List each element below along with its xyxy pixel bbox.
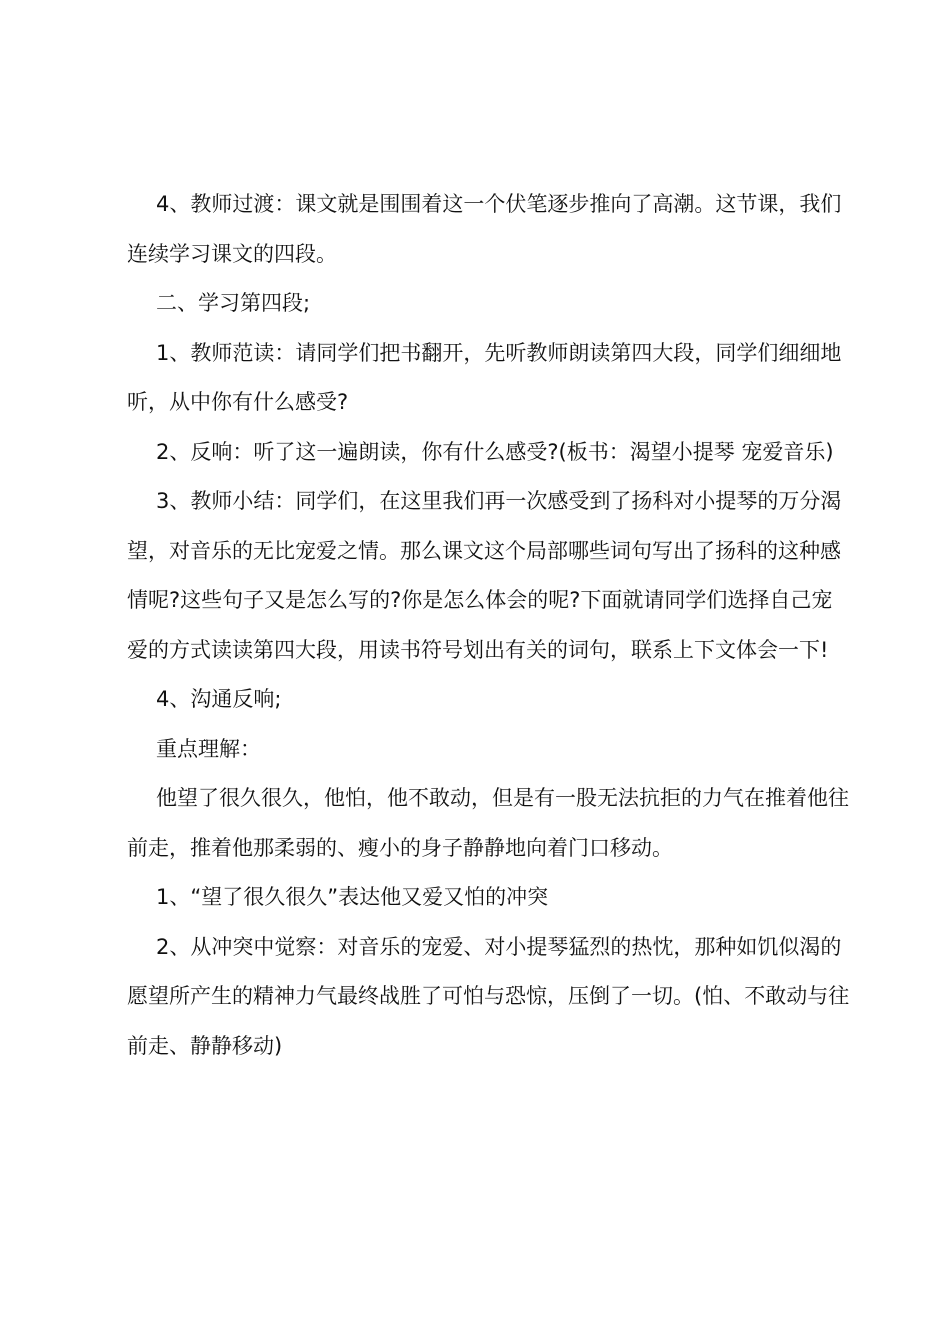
paragraph-teacher-summary: 3、教师小结：同学们，在这里我们再一次感受到了扬科对小提琴的万分渴望，对音乐的无比宠爱之情。那么课文这个局部哪些词句写出了扬科的这种感情呢?这些句子又是怎么写的?你是怎么体会的呢?下面就请同学们选择自己宠爱的方式读读第四大段，用读书符号划出有关的词句，联系上下文体会一下!: [127, 489, 842, 662]
paragraph-key-understanding: 重点理解：: [156, 736, 261, 761]
section-heading-part-four: 二、学习第四段;: [156, 291, 311, 315]
paragraph-point-two: 2、从冲突中觉察：对音乐的宠爱、对小提琴猛烈的热忱，那种如饥似渴的愿望所产生的精神力气最终战胜了可怕与恐惊，压倒了一切。(怕、不敢动与往前走、静静移动): [127, 934, 850, 1058]
paragraph-response: 2、反响：听了这一遍朗读，你有什么感受?(板书：渴望小提琴 宠爱音乐): [156, 439, 834, 464]
paragraph-quoted-passage: 他望了很久很久，他怕，他不敢动，但是有一股无法抗拒的力气在推着他往前走，推着他那柔弱的、瘦小的身子静静地向着门口移动。: [127, 786, 849, 860]
paragraph-point-one: 1、“望了很久很久”表达他又爱又怕的冲突: [156, 885, 549, 909]
paragraph-teacher-reading: 1、教师范读：请同学们把书翻开，先听教师朗读第四大段，同学们细细地听，从中你有什么感受?: [127, 340, 842, 414]
paragraph-teacher-transition: 4、教师过渡：课文就是围围着这一个伏笔逐步推向了高潮。这节课，我们连续学习课文的四段。: [127, 192, 842, 266]
document-body: [127, 180, 853, 1071]
paragraph-communication: 4、沟通反响;: [156, 687, 282, 711]
